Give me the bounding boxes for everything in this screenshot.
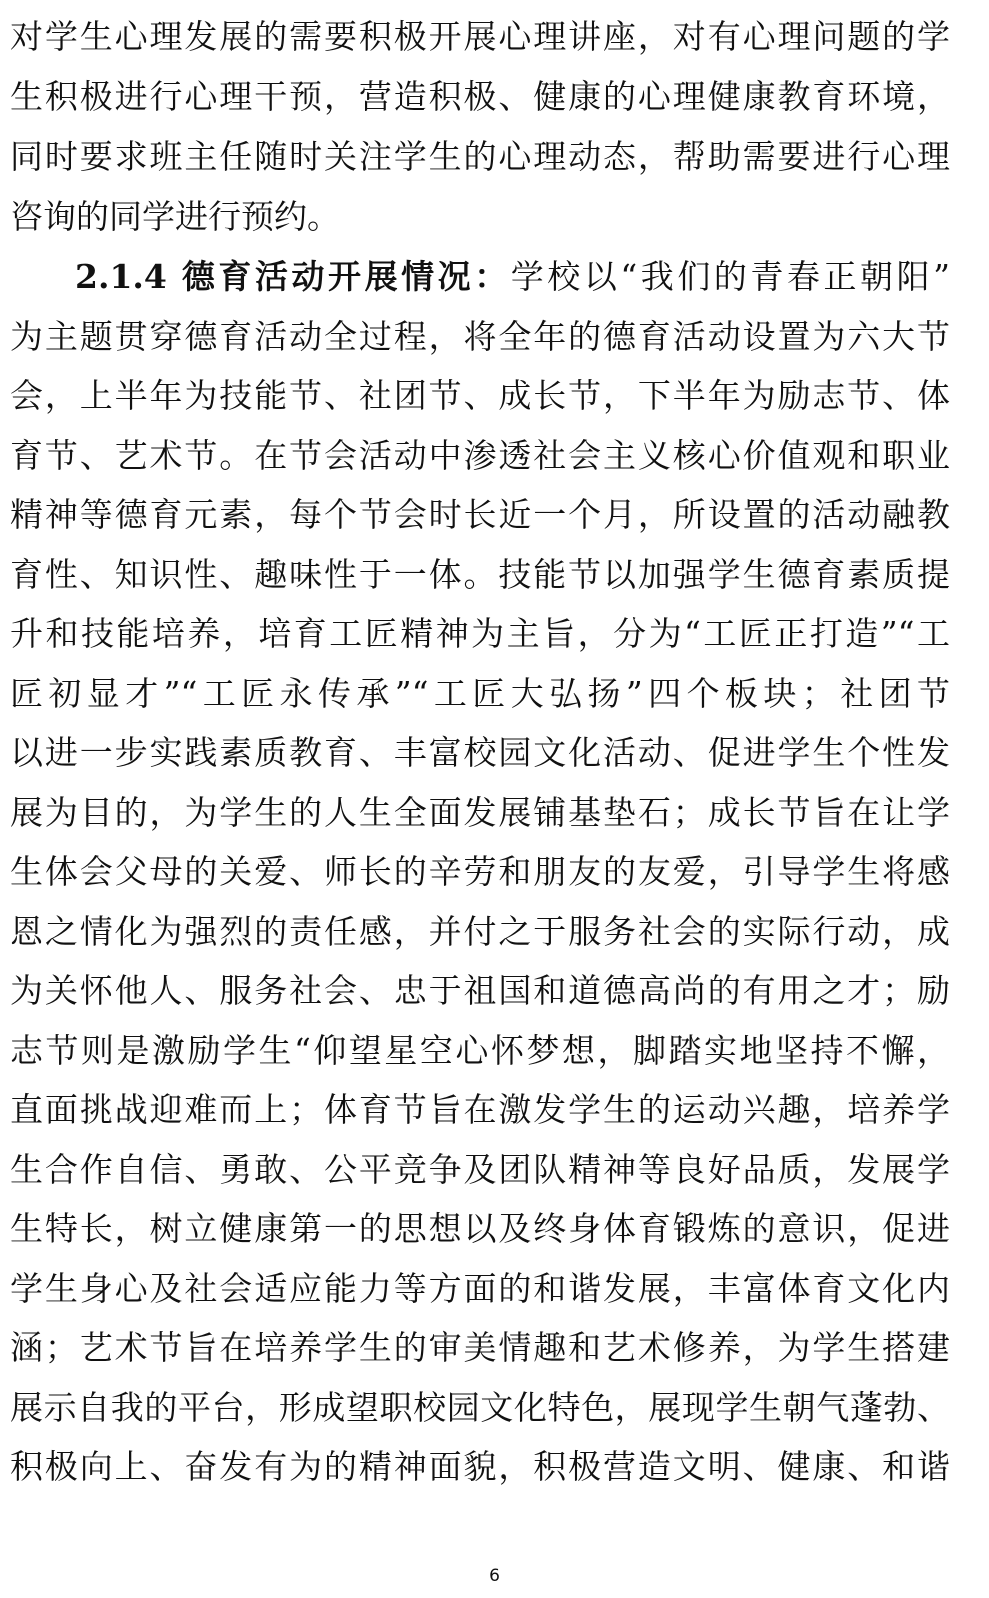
text-line: 为关怀他人、服务社会、忠于祖国和道德高尚的有用之才；励 [10, 971, 950, 1010]
text-line: 生特长，树立健康第一的思想以及终身体育锻炼的意识，促进 [10, 1209, 950, 1248]
text-line: 会，上半年为技能节、社团节、成长节，下半年为励志节、体 [10, 376, 950, 415]
text-line: 积极向上、奋发有为的精神面貌，积极营造文明、健康、和谐 [10, 1447, 950, 1486]
text-line: 升和技能培养，培育工匠精神为主旨，分为“工匠正打造”“工 [10, 614, 950, 653]
text-line: 生合作自信、勇敢、公平竞争及团队精神等良好品质，发展学 [10, 1150, 950, 1189]
text-line: 展为目的，为学生的人生全面发展铺基垫石；成长节旨在让学 [10, 793, 950, 832]
text-line: 咨询的同学进行预约。 [10, 197, 340, 236]
text-line: 直面挑战迎难而上；体育节旨在激发学生的运动兴趣，培养学 [10, 1090, 950, 1129]
text-line: 生体会父母的关爱、师长的辛劳和朋友的友爱，引导学生将感 [10, 852, 950, 891]
section-heading-line [75, 252, 950, 302]
text-line: 育节、艺术节。在节会活动中渗透社会主义核心价值观和职业 [10, 436, 950, 475]
text-line: 展示自我的平台，形成望职校园文化特色，展现学生朝气蓬勃、 [10, 1388, 950, 1427]
text-line: 同时要求班主任随时关注学生的心理动态，帮助需要进行心理 [10, 137, 950, 176]
text-line: 对学生心理发展的需要积极开展心理讲座，对有心理问题的学 [10, 17, 950, 56]
text-line: 育性、知识性、趣味性于一体。技能节以加强学生德育素质提 [10, 555, 950, 594]
text-line: 生积极进行心理干预，营造积极、健康的心理健康教育环境， [10, 77, 950, 116]
text-line: 精神等德育元素，每个节会时长近一个月，所设置的活动融教 [10, 495, 950, 534]
text-line: 为主题贯穿德育活动全过程，将全年的德育活动设置为六大节 [10, 317, 950, 356]
text-line: 涵；艺术节旨在培养学生的审美情趣和艺术修养，为学生搭建 [10, 1328, 950, 1367]
text-line: 以进一步实践素质教育、丰富校园文化活动、促进学生个性发 [10, 733, 950, 772]
text-line: 匠初显才”“工匠永传承”“工匠大弘扬”四个板块；社团节 [10, 674, 950, 713]
text-line: 学生身心及社会适应能力等方面的和谐发展，丰富体育文化内 [10, 1269, 950, 1308]
section-heading: 2.1.4 德育活动开展情况： [75, 257, 511, 296]
text-line: 志节则是激励学生“仰望星空心怀梦想，脚踏实地坚持不懈， [10, 1031, 950, 1070]
section-heading-rest: 学校以“我们的青春正朝阳” [510, 257, 950, 296]
text-line: 恩之情化为强烈的责任感，并付之于服务社会的实际行动，成 [10, 912, 950, 951]
page-number: 6 [489, 1566, 500, 1586]
